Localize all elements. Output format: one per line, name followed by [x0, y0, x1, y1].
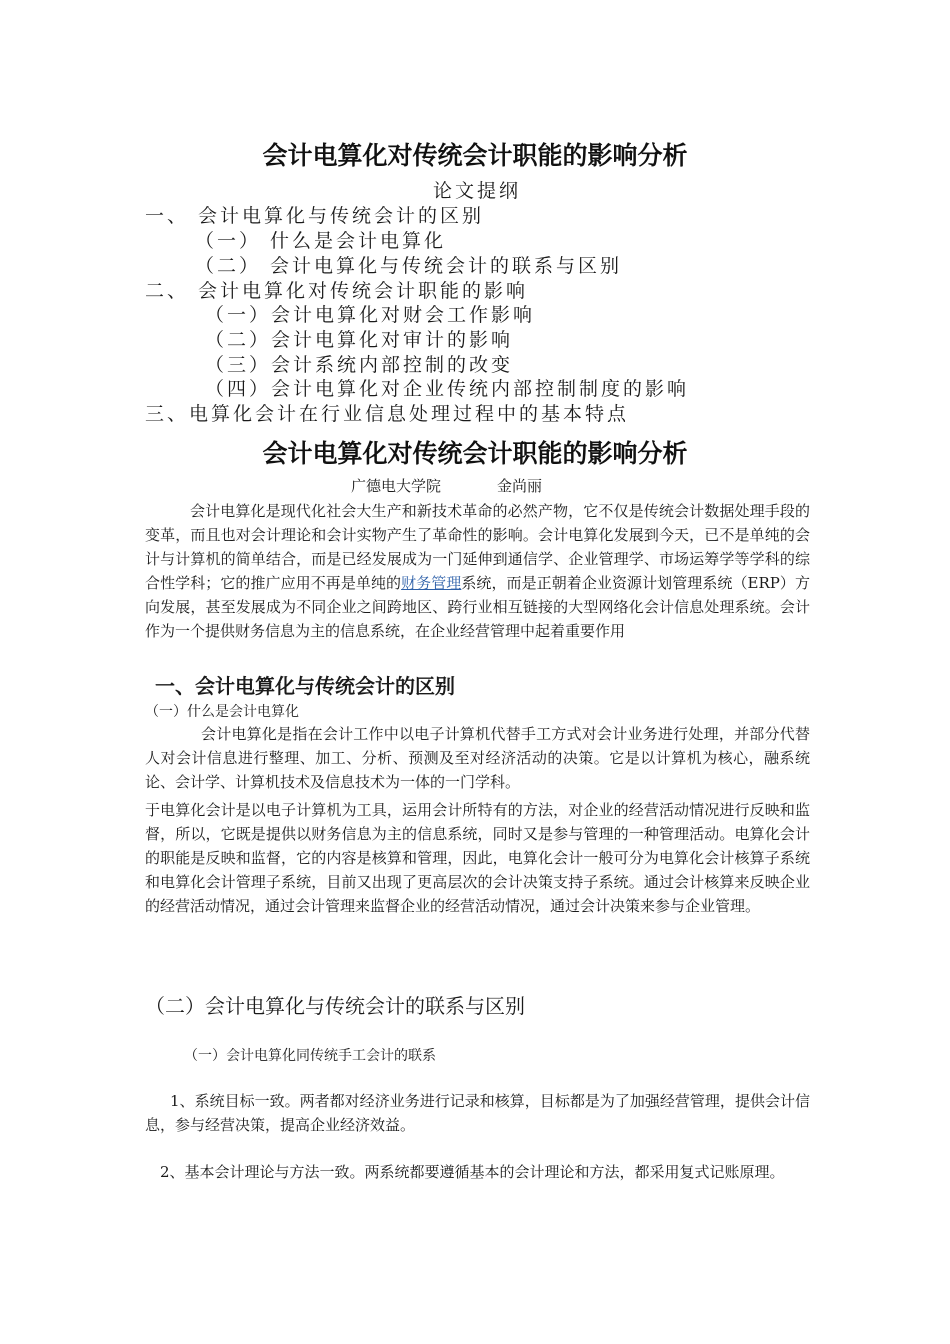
document-title: 会计电算化对传统会计职能的影响分析 — [262, 141, 688, 170]
sub1-paragraph-2: 于电算化会计是以电子计算机为工具，运用会计所特有的方法，对企业的经营活动情况进行反映和监督，所以，它既是提供以财务信息为主的信息系统，同时又是参与管理的一种管理活动。电算化会计的职能是反映和监督，它的内容是核算和管理，因此，电算化会计一般可分为电算化会计核算子系统和电算化会计管理子系统，目前又出现了更高层次的会计决策支持子系统。通过会计核算来反映企业的经营活动情况，通过会计管理来监督企业的经营活动情况，通过会计决策来参与企业管理。 — [145, 801, 810, 915]
finance-management-link[interactable]: 财务管理 — [401, 574, 462, 592]
section1-heading: 一、会计电算化与传统会计的区别 — [155, 674, 455, 698]
outline-item: 二、 会计电算化对传统会计职能的影响 — [145, 280, 529, 302]
article-title: 会计电算化对传统会计职能的影响分析 — [262, 439, 688, 468]
outline-item: 三、电算化会计在行业信息处理过程中的基本特点 — [145, 403, 630, 425]
outline-item: （一） 什么是会计电算化 — [195, 230, 447, 252]
outline-item: （一）会计电算化对财会工作影响 — [205, 304, 536, 326]
point-2: 2、基本会计理论与方法一致。两系统都要遵循基本的会计理论和方法，都采用复式记账原理。 — [160, 1163, 785, 1181]
sub2-heading: （二）会计电算化与传统会计的联系与区别 — [145, 994, 525, 1018]
point-1: 1、系统目标一致。两者都对经济业务进行记录和核算，目标都是为了加强经营管理，提供会计信息，参与经营决策，提高企业经济效益。 — [145, 1092, 810, 1134]
sub2-subheading: （一）会计电算化同传统手工会计的联系 — [184, 1048, 436, 1064]
author-school: 广德电大学院 — [351, 477, 442, 495]
outline-item: （二）会计电算化对审计的影响 — [205, 329, 514, 351]
outline-item: （三）会计系统内部控制的改变 — [205, 354, 514, 376]
author-name: 金尚丽 — [497, 477, 543, 495]
outline-item: （二） 会计电算化与传统会计的联系与区别 — [195, 255, 623, 277]
outline-item: （四）会计电算化对企业传统内部控制制度的影响 — [205, 378, 690, 400]
outline-item: 一、 会计电算化与传统会计的区别 — [145, 205, 485, 227]
intro-paragraph: 会计电算化是现代化社会大生产和新技术革命的必然产物，它不仅是传统会计数据处理手段的变革，而且也对会计理论和会计实物产生了革命性的影响。会计电算化发展到今天，已不是单纯的会计与计算机的简单结合，而是已经发展成为一门延伸到通信学、企业管理学、市场运筹学等学科的综合性学科；它的推广应用不再是单纯的财务管理系统，而是正朝着企业资源计划管理系统（ERP）方向发展，甚至发展成为不同企业之间跨地区、跨行业相互链接的大型网络化会计信息处理系统。会计作为一个提供财务信息为主的信息系统，在企业经营管理中起着重要作用 — [145, 502, 810, 640]
outline-label: 论文提纲 — [433, 180, 522, 202]
sub1-paragraph-1: 会计电算化是指在会计工作中以电子计算机代替手工方式对会计业务进行处理，并部分代替人对会计信息进行整理、加工、分析、预测及至对经济活动的决策。它是以计算机为核心，融系统论、会计学、计算机技术及信息技术为一体的一门学科。 — [145, 725, 810, 791]
sub1-heading: （一）什么是会计电算化 — [145, 704, 299, 720]
